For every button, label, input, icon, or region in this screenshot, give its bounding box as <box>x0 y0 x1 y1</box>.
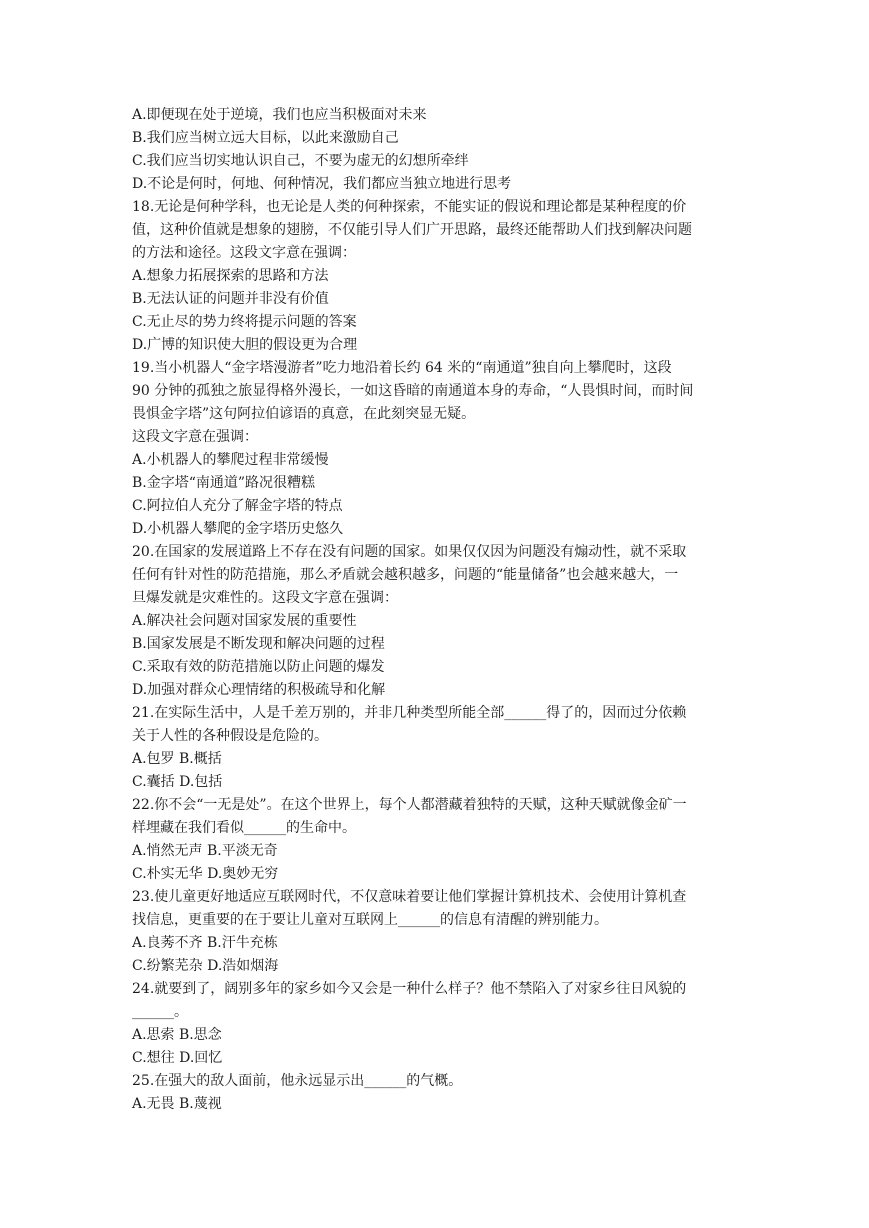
question-18-line: 18.无论是何种学科，也无论是人类的何种探索，不能实证的假说和理论都是某种程度的价 <box>132 199 687 215</box>
text-line: ______。 <box>132 1004 188 1020</box>
text-line: C.朴实无华 D.奥妙无穷 <box>132 866 279 882</box>
text-line: 畏惧金字塔”这句阿拉伯谚语的真意，在此刻突显无疑。 <box>132 406 476 422</box>
text-line: A.思索 B.思念 <box>132 1027 222 1043</box>
text-line: A.小机器人的攀爬过程非常缓慢 <box>132 452 329 468</box>
text-line: A.无畏 B.蔑视 <box>132 1096 222 1112</box>
text-line: 90 分钟的孤独之旅显得格外漫长，一如这昏暗的南通道本身的寿命，“人畏惧时间，而时间 <box>132 383 694 399</box>
text-line: C.无止尽的势力终将提示问题的答案 <box>132 314 357 330</box>
question-24-line: 24.就要到了，阔别多年的家乡如今又会是一种什么样子？他不禁陷入了对家乡往日风貌的 <box>132 981 687 997</box>
text-line: A.解决社会问题对国家发展的重要性 <box>132 613 357 629</box>
question-19-line: 19.当小机器人“金字塔漫游者”吃力地沿着长约 64 米的“南通道”独自向上攀爬时，这段 <box>132 360 672 376</box>
text-line: 关于人性的各种假设是危险的。 <box>132 728 328 744</box>
text-line: C.囊括 D.包括 <box>132 774 223 790</box>
text-line: D.不论是何时，何地、何种情况，我们都应当独立地进行思考 <box>132 176 512 192</box>
text-line: A.想象力拓展探索的思路和方法 <box>132 268 329 284</box>
text-line: C.采取有效的防范措施以防止问题的爆发 <box>132 659 385 675</box>
text-line: 这段文字意在强调： <box>132 429 258 445</box>
question-23-line: 23.使儿童更好地适应互联网时代，不仅意味着要让他们掌握计算机技术、会使用计算机查 <box>132 889 687 905</box>
text-line: D.广博的知识使大胆的假设更为合理 <box>132 337 358 353</box>
text-line: A.悄然无声 B.平淡无奇 <box>132 843 278 859</box>
text-line: B.无法认证的问题并非没有价值 <box>132 291 329 307</box>
text-line: C.我们应当切实地认识自己，不要为虚无的幻想所牵绊 <box>132 153 469 169</box>
question-25-line: 25.在强大的敌人面前，他永远显示出______的气概。 <box>132 1073 463 1089</box>
text-line: B.国家发展是不断发现和解决问题的过程 <box>132 636 385 652</box>
text-line: C.阿拉伯人充分了解金字塔的特点 <box>132 498 343 514</box>
text-line: 样埋藏在我们看似______的生命中。 <box>132 820 356 836</box>
document-page <box>132 104 744 1116</box>
question-21-line: 21.在实际生活中，人是千差万别的，并非几种类型所能全部______得了的，因而过分依赖 <box>132 705 687 721</box>
question-22-line: 22.你不会“一无是处”。在这个世界上，每个人都潜藏着独特的天赋，这种天赋就像金矿一 <box>132 797 687 813</box>
text-line: B.我们应当树立远大目标，以此来激励自己 <box>132 130 399 146</box>
text-line: A.良莠不齐 B.汗牛充栋 <box>132 935 278 951</box>
text-line: A.包罗 B.概括 <box>132 751 222 767</box>
text-line: 任何有针对性的防范措施，那么矛盾就会越积越多，问题的“能量储备”也会越来越大，一 <box>132 567 679 583</box>
text-line: 的方法和途径。这段文字意在强调： <box>132 245 356 261</box>
text-line: D.加强对群众心理情绪的积极疏导和化解 <box>132 682 386 698</box>
text-line: D.小机器人攀爬的金字塔历史悠久 <box>132 521 344 537</box>
text-line: B.金字塔“南通道”路况很糟糕 <box>132 475 316 491</box>
text-line: A.即便现在处于逆境，我们也应当积极面对未来 <box>132 107 427 123</box>
text-line: 找信息，更重要的在于要让儿童对互联网上______的信息有清醒的辨别能力。 <box>132 912 608 928</box>
question-20-line: 20.在国家的发展道路上不存在没有问题的国家。如果仅仅因为问题没有煽动性，就不采取 <box>132 544 687 560</box>
text-line: C.纷繁芜杂 D.浩如烟海 <box>132 958 279 974</box>
text-line: C.想往 D.回忆 <box>132 1050 223 1066</box>
text-line: 值，这种价值就是想象的翅膀，不仅能引导人们广开思路，最终还能帮助人们找到解决问题 <box>132 222 692 238</box>
text-line: 旦爆发就是灾难性的。这段文字意在强调： <box>132 590 398 606</box>
